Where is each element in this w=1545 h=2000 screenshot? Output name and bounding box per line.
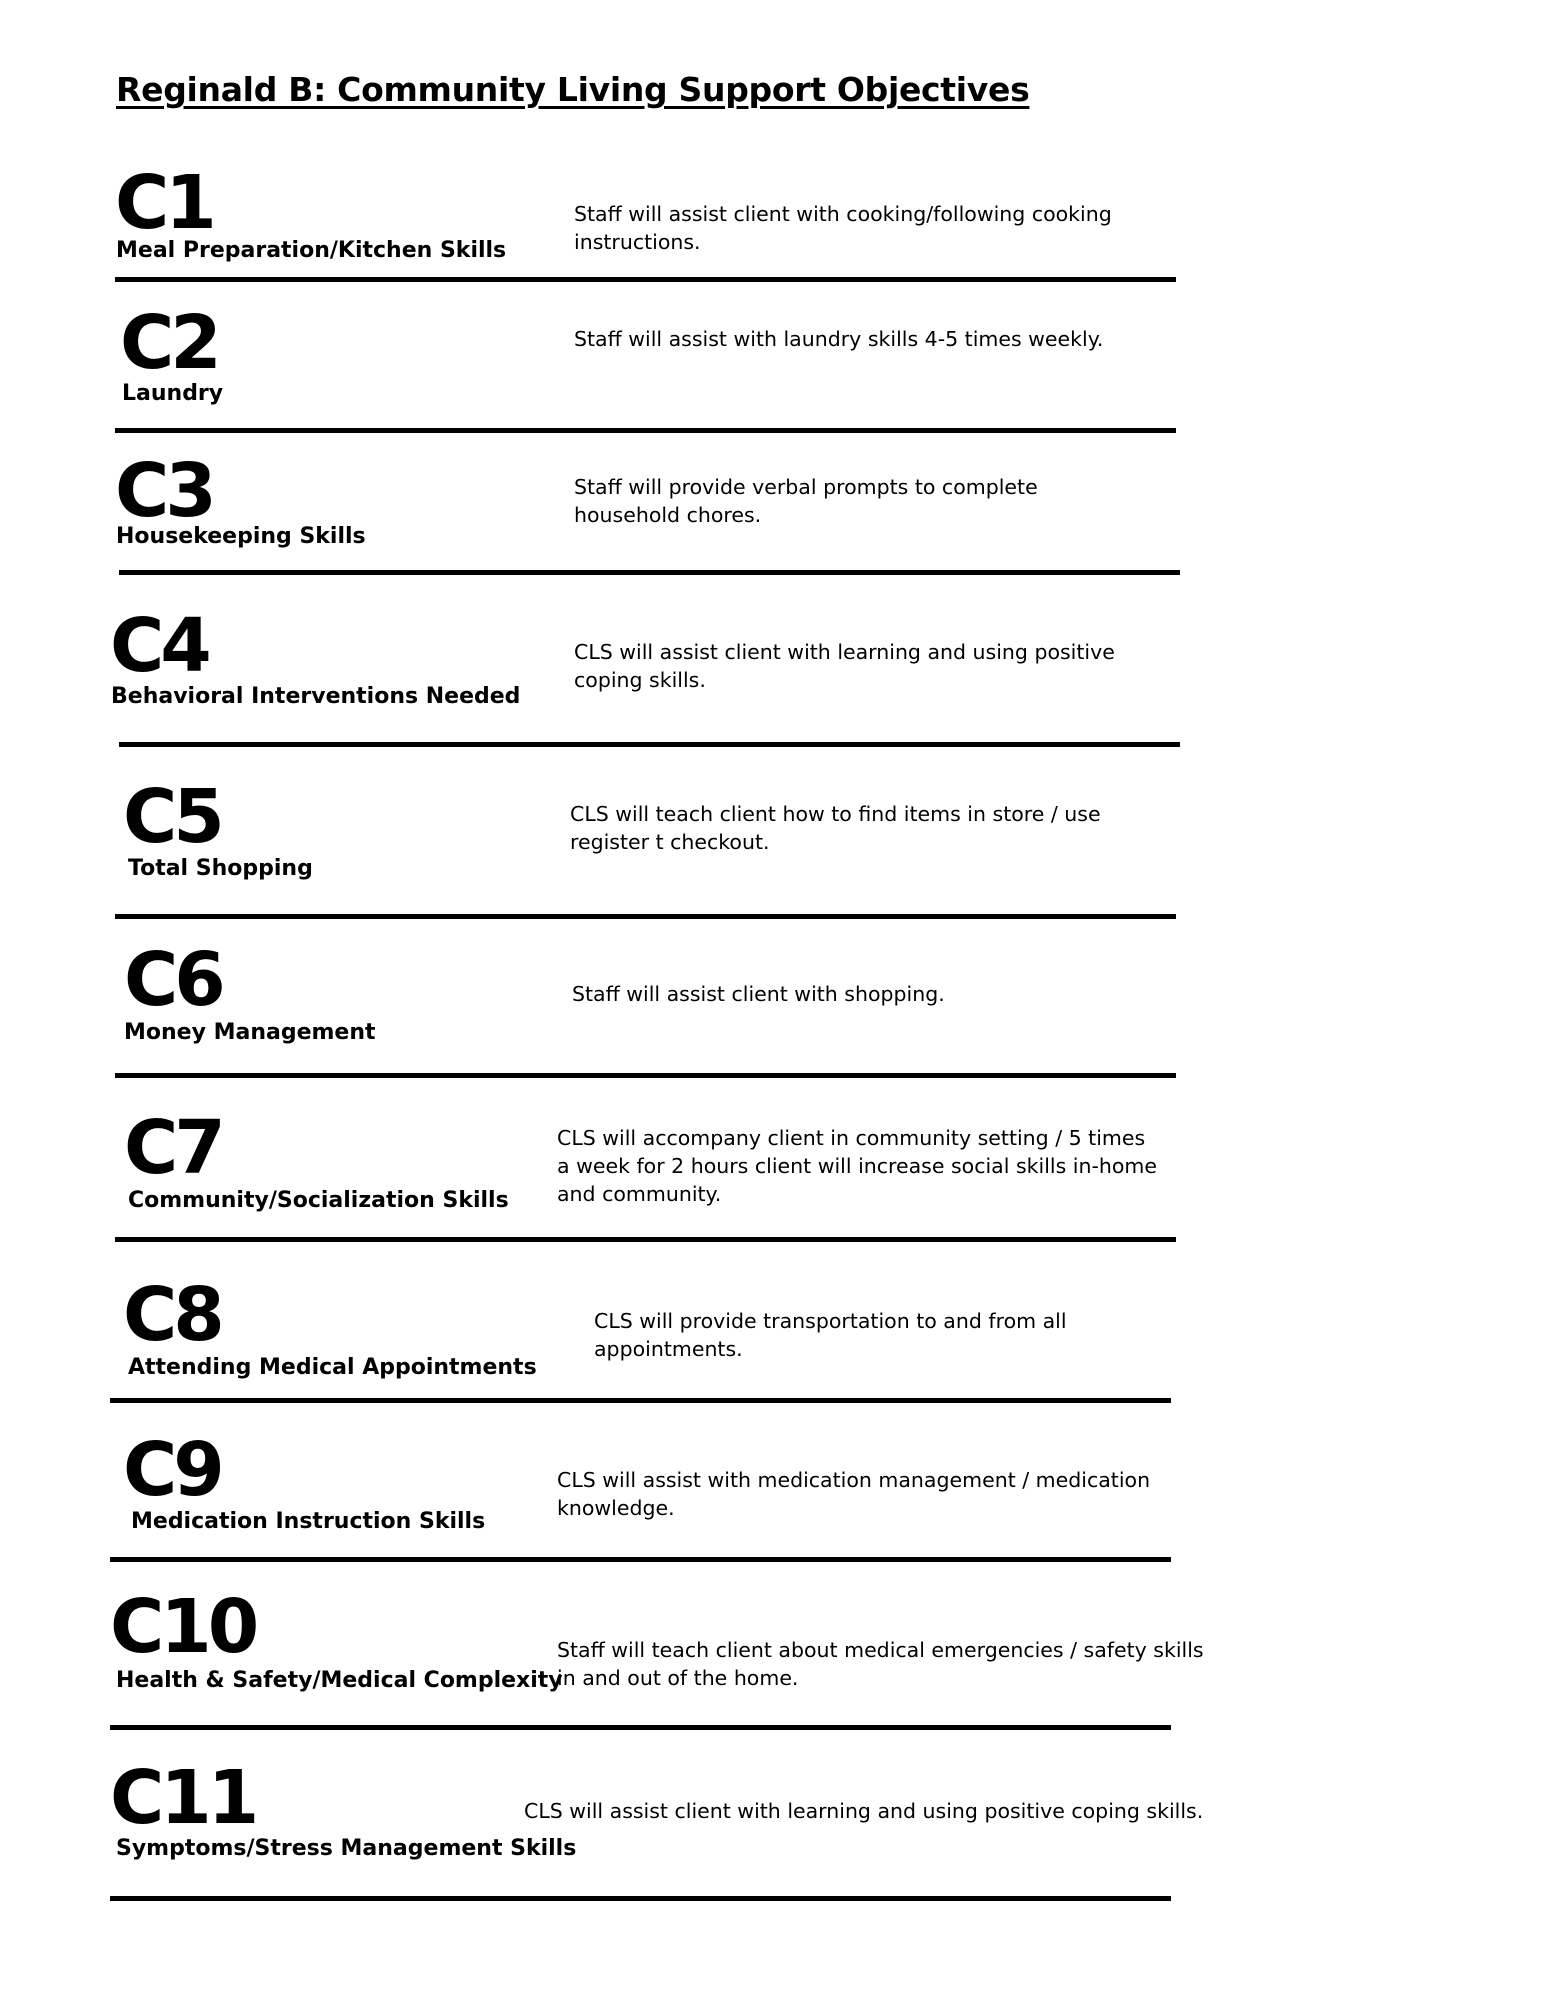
objective-description: CLS will teach client how to find items in store / use register t checkout. [570,802,1101,854]
objective-code: C5 [123,774,221,860]
row-divider [110,1725,1171,1730]
objective-description: Staff will assist client with shopping. [572,982,945,1006]
objective-code: C7 [124,1105,222,1191]
objective-code: C8 [123,1272,221,1358]
row-divider [115,1073,1176,1078]
page-title: Reginald B: Community Living Support Objectives [116,70,1030,109]
objective-description: Staff will provide verbal prompts to complete household chores. [574,475,1038,527]
objective-code: C9 [123,1427,221,1513]
objective-description: Staff will teach client about medical emergencies / safety skills in and out of the home. [557,1638,1204,1690]
row-divider [110,1398,1171,1403]
objective-description: CLS will accompany client in community setting / 5 times a week for 2 hours client will increase social skills in-home and community. [557,1126,1157,1206]
objective-code: C3 [115,448,213,534]
objective-label: Community/Socialization Skills [128,1188,509,1213]
objective-description: Staff will assist with laundry skills 4-5 times weekly. [574,327,1104,351]
objective-label: Medication Instruction Skills [131,1509,486,1534]
row-divider [115,428,1176,433]
objective-description: CLS will assist client with learning and using positive coping skills. [524,1799,1204,1823]
row-divider [110,1557,1171,1562]
row-divider [115,914,1176,919]
objective-label: Behavioral Interventions Needed [111,684,521,709]
objective-code: C10 [110,1584,256,1670]
objective-label: Meal Preparation/Kitchen Skills [116,238,507,263]
objective-label: Symptoms/Stress Management Skills [116,1836,577,1861]
objective-label: Laundry [122,381,224,406]
objective-label: Money Management [124,1020,376,1045]
row-divider [119,742,1180,747]
objective-label: Housekeeping Skills [116,524,366,549]
objective-code: C2 [120,300,218,386]
objective-code: C6 [124,937,222,1023]
objective-description: CLS will provide transportation to and from all appointments. [594,1309,1067,1361]
objective-description: CLS will assist with medication management / medication knowledge. [557,1468,1151,1520]
objective-code: C4 [110,603,208,689]
objective-label: Attending Medical Appointments [128,1355,537,1380]
row-divider [115,277,1176,282]
objective-description: Staff will assist client with cooking/following cooking instructions. [574,202,1112,254]
row-divider [119,570,1180,575]
objective-label: Health & Safety/Medical Complexity [116,1668,563,1693]
objective-label: Total Shopping [128,856,313,881]
row-divider [115,1237,1176,1242]
row-divider [110,1896,1171,1901]
objective-code: C1 [115,160,213,246]
objective-description: CLS will assist client with learning and using positive coping skills. [574,640,1115,692]
objective-code: C11 [110,1755,256,1841]
